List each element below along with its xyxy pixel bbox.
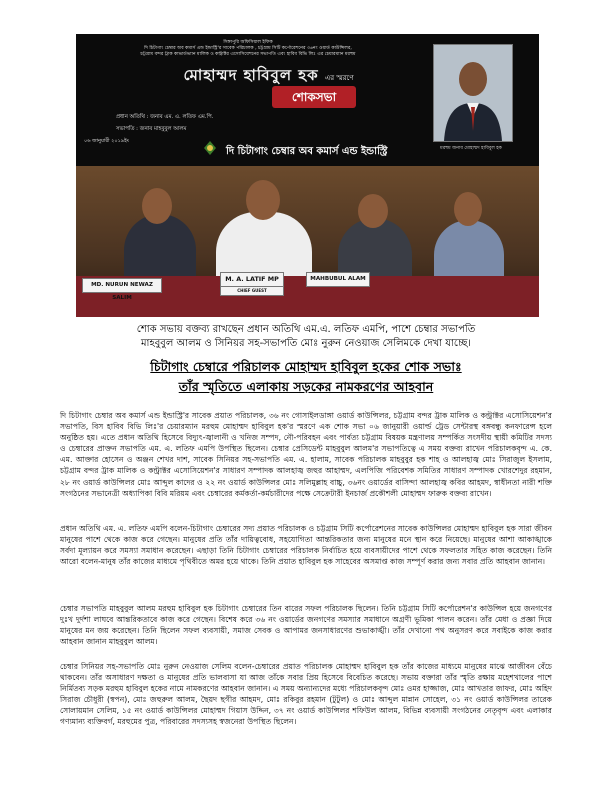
- person-speaker-head: [246, 180, 280, 220]
- event-banner: [76, 34, 539, 166]
- article-paragraph-3: চেম্বার সভাপতি মাহবুবুল আলম মরহুম হাবিবুল হক চিটাগাং চেম্বারের তিন বারের সফল পরিচালক ছিলেন। তিনি চট্টগ্রাম সিটি কর্পোরেশন'র কাউন্সিল হয়ে জনগণের দুঃখ দুর্দশা লাঘবে আন্তরিকতাবে কাজ করে গেছেন। বিশেষ করে ৩৬ নং ওয়ার্ডের জনগণের সমস্যার সমাধানে অগ্রণী ভূমিকা পালন করেন। তাঁর মেধা ও প্রজ্ঞা দিয়ে মানুষের মন জয় করেছেন। তিনি ছিলেন সফল ব্যবসায়ী, সমাজ সেবক ও আপামর জনসাধারণের শুভাকাঙ্খী। তাঁর দেখানো পথ অনুসরণ করে সবাইকে কাজ করার আহবান জানান মাহবুবুল আলম।: [60, 604, 552, 647]
- person-right: [434, 220, 504, 284]
- photo-caption-line: মাহবুবুল আলম ও সিনিয়র সহ-সভাপতি মোঃ নুরুন নেওয়াজ সেলিমকে দেখা যাচ্ছে।: [141, 338, 471, 349]
- photo-caption-line: শোক সভায় বক্তব্য রাখছেন প্রধান অতিথি এম.এ. লতিফ এমপি, পাশে চেম্বার সভাপতি: [136, 324, 476, 335]
- nameplate-mahbubul-alam: MAHBUBUL ALAM: [306, 272, 370, 287]
- person-president-head: [358, 194, 388, 228]
- portrait-figure-icon: [434, 45, 512, 141]
- headline-line-1: চিটাগাং চেম্বারে পরিচালক মোহাম্মদ হাবিবুল হকের শোক সভাঃ: [150, 359, 462, 374]
- article-paragraph-4: চেম্বার সিনিয়র সহ-সভাপতি মোঃ নুরুন নেওয়াজ সেলিম বলেন-চেম্বারের প্রয়াত পরিচালক মোহাম্মদ হাবিবুল হক তাঁর কাজের মাধ্যমে মানুষের মাঝে আজীবন বেঁচে থাকবেন। তাঁর অসাধারণ দক্ষতা ও মানুষের প্রতি ভালবাসা যা আজ তাঁকে সবার প্রিয় হিসেবে বিবেচিত করেছে। সভায় বক্তারা তাঁর স্মৃতি রক্ষায় মহেশখালের পাশে নির্মিতব্য সড়ক মরহুম হাবিবুল হকের নামে নামকরণের আহবান জানান। এ সময় অন্যান্যদের মধ্যে পরিচালকবৃন্দ মোঃ ওমর হাজ্জাজ, মোঃ আখতার জাফর, মোঃ অহিদ সিরাজ চৌধুরী (স্বপন), মোঃ জহুরুল আলম, ছৈয়দ ছগীর আহমদ, মোঃ রকিবুর রহমান (টুটুল) ও মোঃ আব্দুল মান্নান সোহেল, ৩১ নং ওয়ার্ড কাউন্সিলর তারেক সোলায়মান সেলিম, ১৫ নং ওয়ার্ড কাউন্সিলর মোহাম্মদ গিয়াস উদ্দিন, ৩৭ নং ওয়ার্ড কাউন্সিলর শফিউল আলম, বিভিন্ন ব্যবসায়ী সংগঠনের নেতৃবৃন্দ এবং এলাকার গণ্যমান্য ব্যক্তিবর্গ, মরহুমের পুত্র, পরিবারের সদস্যসহ স্বজনেরা উপস্থিত ছিলেন।: [60, 662, 552, 727]
- banner-top-line: দি চিটাগাং চেম্বার অব কমার্স এন্ড ইন্ডাস্ট্রি'র সাবেক পরিচালক , চট্টগ্রাম সিটি কর্পোরেশনের ৩৬নং ওয়ার্ড কাউন্সিলর,: [144, 46, 352, 52]
- banner-date: ০৬ জানুয়ারী ২০১৯ইং: [84, 138, 129, 144]
- banner-top-line: সিঙ্গাপুরি অফিসিয়াল ইফিক: [223, 40, 273, 45]
- nameplate-ma-latif: M. A. LATIF MP: [220, 272, 284, 287]
- banner-title-name: মোহাম্মদ হাবিবুল হক: [183, 66, 319, 84]
- banner-title-suffix: এর স্মরণে: [324, 74, 354, 82]
- banner-top-line: চট্টগ্রাম বন্দর ট্রাক কাভার্ডভ্যান মালিক ও কন্ট্রাক্টর এসোসিয়েশনের সভাপতি এবং হাবিব বিভি লিঃ এর চেয়ারম্যান মরহুম: [140, 52, 356, 58]
- article-paragraph-2: প্রধান অতিথি এম. এ. লতিফ এমপি বলেন-চিটাগাং চেম্বারের সদ্য প্রয়াত পরিচালক ও চট্টগ্রাম সিটি কর্পোরেশনের সাবেক কাউন্সিলর মোহাম্মদ হাবিবুল হক সারা জীবন মানুষের পাশে থেকে কাজ করে গেছেন। মানুষের প্রতি তাঁর দায়িত্ববোধ, সহযোগিতা আন্তরিকতার জন্য মানুষের মনে স্থান করে নিয়েছে। মানুষের আশা আকাঙ্খাকে সর্বদা মূল্যায়ন করে সমস্যা সমাধান করেছেন। এছাড়া তিনি চিটাগাং চেম্বারের পরিচালক নির্বাচিত হয়ে ব্যবসায়ীদের পাশে থেকে সফলতার সহিত কাজ করেছেন। তিনি আরো বলেন-মানুষ তাঁর কাজের মাধ্যমে পৃথিবীতে অমর হয়ে থাকে। তিনি প্রয়াত হাবিবুল হক সাহেবের অসমাপ্ত কাজ সম্পূর্ণ করার জন্য সবার প্রতি আহবান জানান।: [60, 524, 552, 567]
- person-right-head: [454, 192, 482, 226]
- portrait-caption: মরহুম জনাব মোহাম্মদ হাবিবুল হক: [440, 146, 502, 151]
- banner-title: [136, 64, 401, 84]
- meeting-room: [76, 166, 539, 317]
- chamber-logo-icon: [202, 140, 218, 156]
- article-headline: [84, 357, 528, 397]
- article-paragraph-1: দি চিটাগাং চেম্বার অব কমার্স এন্ড ইন্ডাস্ট্রি'র সাবেক প্রয়াত পরিচালক, ৩৬ নং গোসাইলডাঙ্গা ওয়ার্ড কাউন্সিলর, চট্টগ্রাম বন্দর ট্রাক মালিক ও কন্ট্রাক্টর এসোসিয়েশন'র সভাপতি, বিস হাবিব বিভি লিঃ'র চেয়ারম্যান মরহুম মোহাম্মদ হাবিবুল হক'র স্মরণে এক শোক সভা ০৬ জানুয়ারী ওয়ার্ল্ড ট্রেড সেন্টারস্থ বঙ্গবন্ধু কনফারেন্স হলে অনুষ্ঠিত হয়। এতে প্রধান অতিথি হিসেবে বিদ্যুৎ-জ্বালানী ও খনিজ সম্পদ, নৌ-পরিবহন এবং পার্বত্য চট্টগ্রাম বিষয়ক মন্ত্রণালয় সম্পর্কিত সংসদীয় স্থায়ী কমিটির সদস্য ও চেম্বারের প্রাক্তন সভাপতি এম. এ. লতিফ এমপি উপস্থিত ছিলেন। চেম্বার প্রেসিডেন্ট মাহবুবুল আলম'র সভাপতিত্বে এ সময় বক্তব্য রাখেন পরিচালকবৃন্দ এ. কে. এম. আক্তার হোসেন ও অঞ্জন শেখর দাশ, সাবেক সিনিয়র সহ-সভাপতি এম. এ. হালাম, সাবেক পরিচালক মাহবুবুর হক শাহ ও আলহাজ্ব মোঃ সিরাজুল ইসলাম, চট্টগ্রাম বন্দর ট্রাক মালিক ও কন্ট্রাক্টর এসোসিয়েশন'র সাধারণ সম্পাদক আলহাজ্ব জহুর আহাম্মদ, এলপিজি পরিবেশক সমিতির সাধারণ সম্পাদক খোরশেদুর রহমান, ২৮ নং ওয়ার্ড কাউন্সিলর মোঃ আব্দুল কাদের ও ২২ নং ওয়ার্ড কাউন্সিলর মোঃ সলিমুল্লাহ বাচ্চু, ৩৬নং ওয়ার্ডের বাসিন্দা আলহাজ্ব কবির আহমদ, স্বাধীনতা নারী শক্তি সংগঠনের সভানেত্রী অধ্যাপিকা বিবি মরিয়ম এবং চেম্বারের কর্মকর্তা-কর্মচারীদের পক্ষে সেক্রেটারী ইনচার্জ প্রকৌশলী মোহাম্মদ ফারুক বক্তব্য রাখেন।: [60, 411, 552, 498]
- banner-shoksobha: শোকসভা: [272, 86, 356, 108]
- banner-president: সভাপতি : জনাব মাহবুবুল আলম: [116, 126, 187, 132]
- headline-line-2: তাঁর স্মৃতিতে এলাকায় সড়কের নামকরণের আহবান: [178, 379, 434, 394]
- banner-org-name: দি চিটাগাং চেম্বার অব কমার্স এন্ড ইন্ডাস্ট্রি: [226, 146, 388, 157]
- person-left-head: [142, 188, 172, 224]
- portrait-habibul-haque: [433, 44, 513, 142]
- banner-top-text: [98, 40, 398, 59]
- nameplate-chief-guest-tag: CHIEF GUEST: [220, 286, 284, 296]
- event-photo: [76, 34, 539, 317]
- photo-caption: [60, 323, 552, 351]
- banner-chief-guest: প্রধান অতিথি : জনাব এম. এ. লতিফ এম.পি.: [116, 114, 214, 120]
- nameplate-nurun-newaz-salim: MD. NURUN NEWAZ SALIM: [82, 278, 162, 293]
- person-left: [124, 214, 196, 284]
